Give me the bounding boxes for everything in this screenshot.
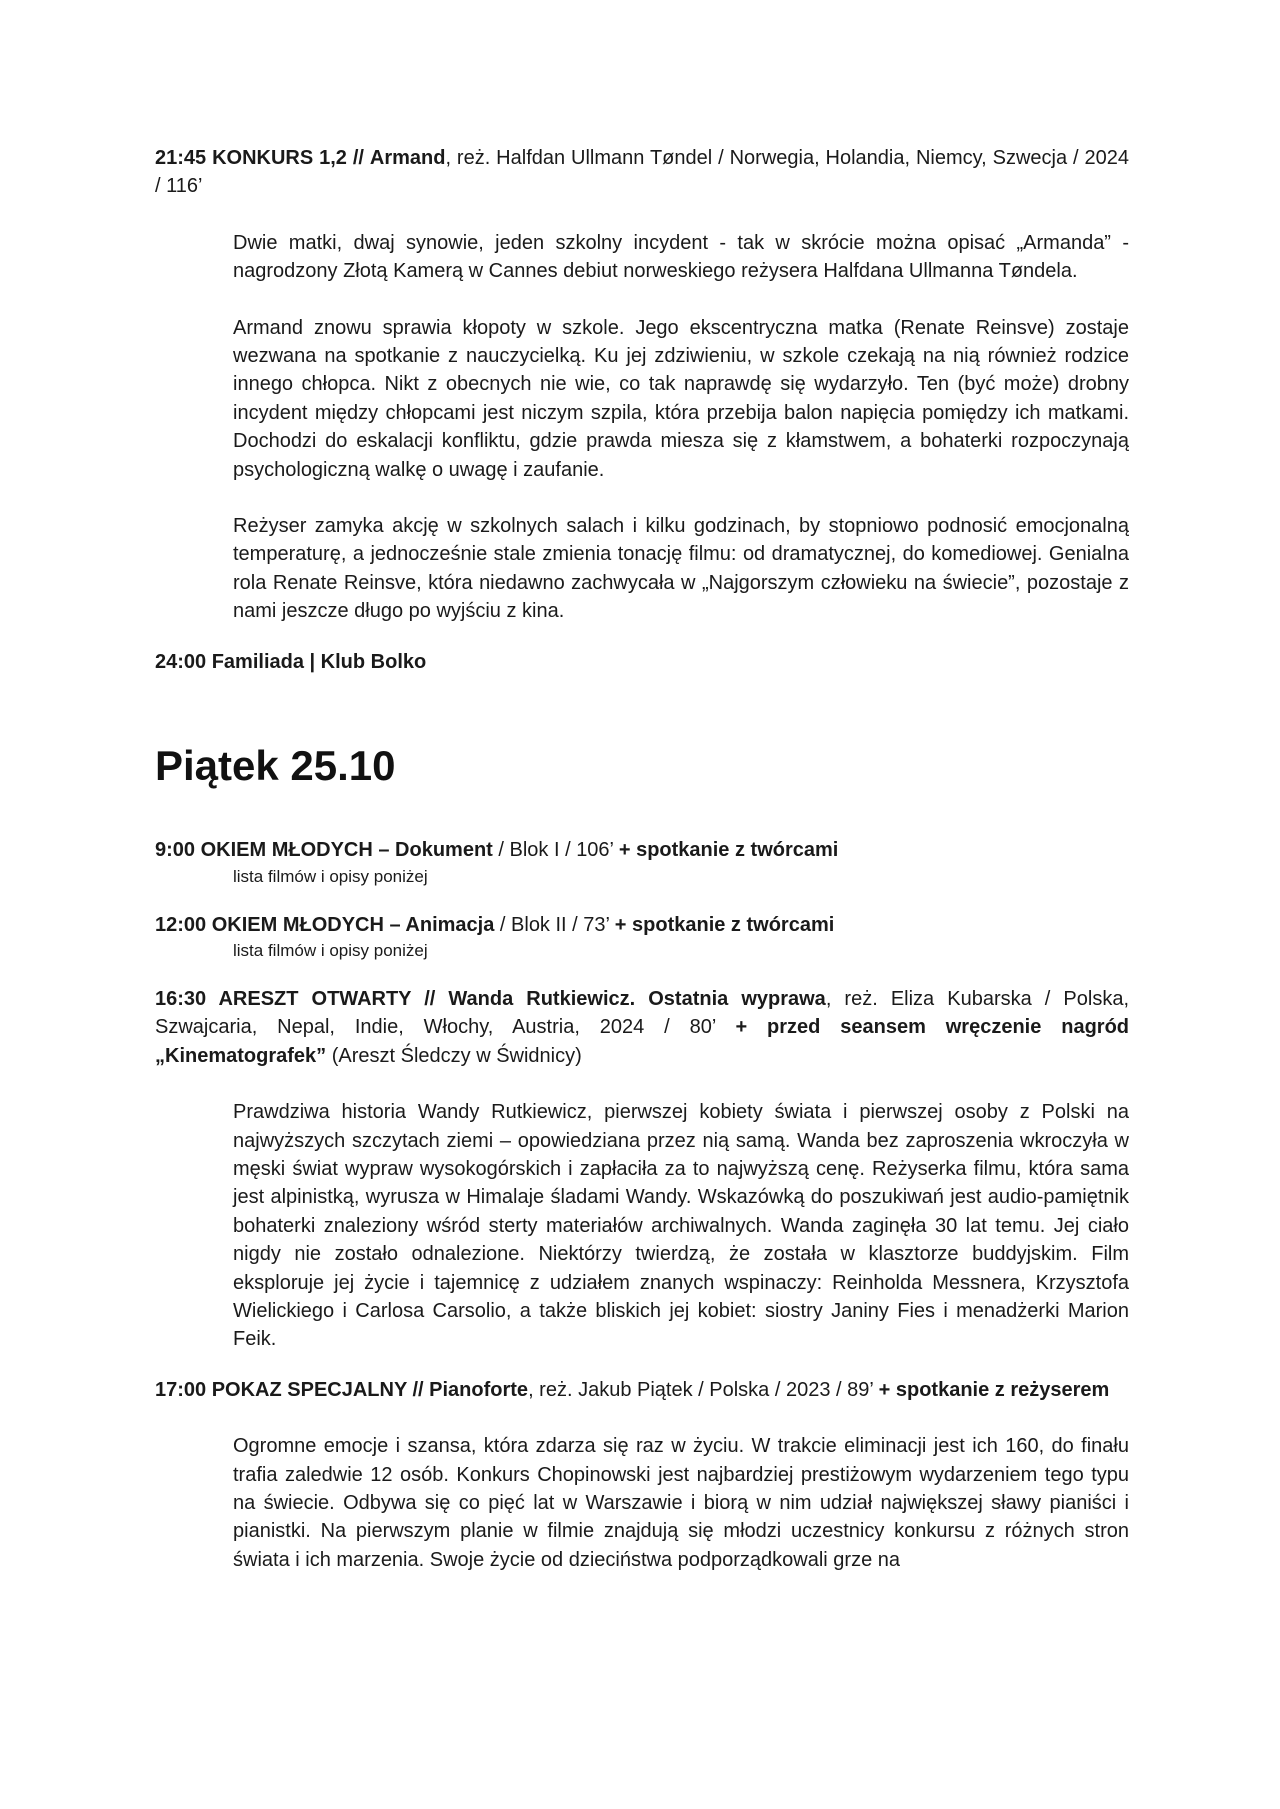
entry-animacja-note: lista filmów i opisy poniżej — [233, 940, 428, 960]
entry-dokument-details: / Blok I / 106’ — [492, 839, 619, 862]
entry-dokument-header — [155, 836, 1129, 864]
entry-wanda-tail: + przed seansem wręczenie nagród „Kinematografek” — [155, 1016, 1130, 1067]
entry-familiada-text: 24:00 Familiada | Klub Bolko — [155, 650, 427, 673]
entry-pianoforte-details: , reż. Jakub Piątek / Polska / 2023 / 89’ — [528, 1378, 879, 1401]
entry-dokument-tail: + spotkanie z twórcami — [618, 839, 839, 862]
entry-dokument-lead: 9:00 OKIEM MŁODYCH – Dokument — [155, 839, 493, 862]
entry-armand-paragraph-3: Reżyser zamyka akcję w szkolnych salach i kilku godzinach, by stopniowo podnosić emocjonalną temperaturę, a jednocześnie stale zmienia tonację filmu: od dramatycznej, do komediowej. Genialna rola Renate Reinsve, która niedawno zachwycała w „Najgorszym człowieku na świecie”, pozostaje z nami jeszcze długo po wyjściu z kina. — [233, 515, 1129, 623]
entry-wanda-venue: (Areszt Śledczy w Świdnicy) — [326, 1044, 582, 1067]
entry-animacja-details: / Blok II / 73’ — [494, 913, 615, 936]
entry-pianoforte-header — [155, 1376, 1129, 1404]
entry-armand-time: 21:45 — [155, 147, 207, 169]
entry-armand-paragraph-2: Armand znowu sprawia kłopoty w szkole. Jego ekscentryczna matka (Renate Reinsve) zostaje wezwana na spotkanie z nauczycielką. Ku jej zdziwieniu, w szkole czekają na nią również rodzice innego chłopca. Nikt z obecnych nie wie, co tak naprawdę się wydarzyło. Ten (być może) drobny incydent między chłopcami jest niczym szpila, która przebija balon napięcia pomiędzy ich matkami. Dochodzi do eskalacji konfliktu, gdzie prawda miesza się z kłamstwem, a bohaterki rozpoczynają psychologiczną walkę o uwagę i zaufanie. — [233, 316, 1129, 481]
entry-animacja-lead: 12:00 OKIEM MŁODYCH – Animacja — [155, 913, 495, 936]
entry-wanda-details: , reż. Eliza Kubarska / Polska, Szwajcaria, Nepal, Indie, Włochy, Austria, 2024 / 80’ — [155, 987, 1129, 1039]
entry-wanda-paragraph: Prawdziwa historia Wandy Rutkiewicz, pierwszej kobiety świata i pierwszej osoby z Polski na najwyższych szczytach ziemi – opowiedziana przez nią samą. Wanda bez zaproszenia wkroczyła w męski świat wypraw wysokogórskich i zapłaciła za to najwyższą cenę. Reżyserka filmu, która sama jest alpinistką, wyrusza w Himalaje śladami Wandy. Wskazówką do poszukiwań jest audio-pamiętnik bohaterki znaleziony wśród sterty materiałów archiwalnych. Wanda zaginęła 30 lat temu. Jej ciało nigdy nie zostało odnalezione. Niektórzy twierdzą, że została w klasztorze buddyjskim. Film eksploruje jej życie i tajemnicę z udziałem znanych wspinaczy: Reinholda Messnera, Krzysztofa Wielickiego i Carlosa Carsolio, a także bliskich jej kobiet: siostry Janiny Fies i menadżerki Marion Feik. — [233, 1101, 1129, 1351]
entry-pianoforte-tail: + spotkanie z reżyserem — [878, 1378, 1110, 1401]
entry-pianoforte-paragraph: Ogromne emocje i szansa, która zdarza się raz w życiu. W trakcie eliminacji jest ich 160, do finału trafia zaledwie 12 osób. Konkurs Chopinowski jest najbardziej prestiżowym wydarzeniem tego typu na świecie. Odbywa się co pięć lat w Warszawie i biorą w nim udział największej sławy pianiści i pianistki. Na pierwszym planie w filmie znajdują się młodzi uczestnicy konkursu z różnych stron świata i ich marzenia. Swoje życie od dzieciństwa podporządkowali grze na — [233, 1435, 1129, 1571]
entry-dokument-note: lista filmów i opisy poniżej — [233, 866, 428, 886]
entry-armand-section: KONKURS 1,2 // — [212, 147, 364, 169]
entry-pianoforte-lead: 17:00 POKAZ SPECJALNY // Pianoforte — [155, 1378, 529, 1401]
entry-familiada — [155, 648, 1129, 676]
entry-animacja-header — [155, 911, 1129, 939]
day-heading: Piątek 25.10 — [155, 742, 396, 790]
entry-armand-details: , reż. Halfdan Ullmann Tøndel / Norwegia, Holandia, Niemcy, Szwecja / 2024 / 116’ — [155, 147, 1129, 198]
entry-armand-paragraph-1: Dwie matki, dwaj synowie, jeden szkolny incydent - tak w skrócie można opisać „Armanda” - nagrodzony Złotą Kamerą w Cannes debiut norweskiego reżysera Halfdana Ullmanna Tøndela. — [233, 231, 1129, 283]
entry-animacja-tail: + spotkanie z twórcami — [614, 913, 835, 936]
entry-armand-header — [155, 144, 1129, 201]
entry-armand-title: Armand — [369, 147, 446, 169]
entry-wanda-header — [155, 985, 1129, 1070]
entry-wanda-lead: 16:30 ARESZT OTWARTY // Wanda Rutkiewicz. Ostatnia wyprawa — [155, 987, 826, 1010]
